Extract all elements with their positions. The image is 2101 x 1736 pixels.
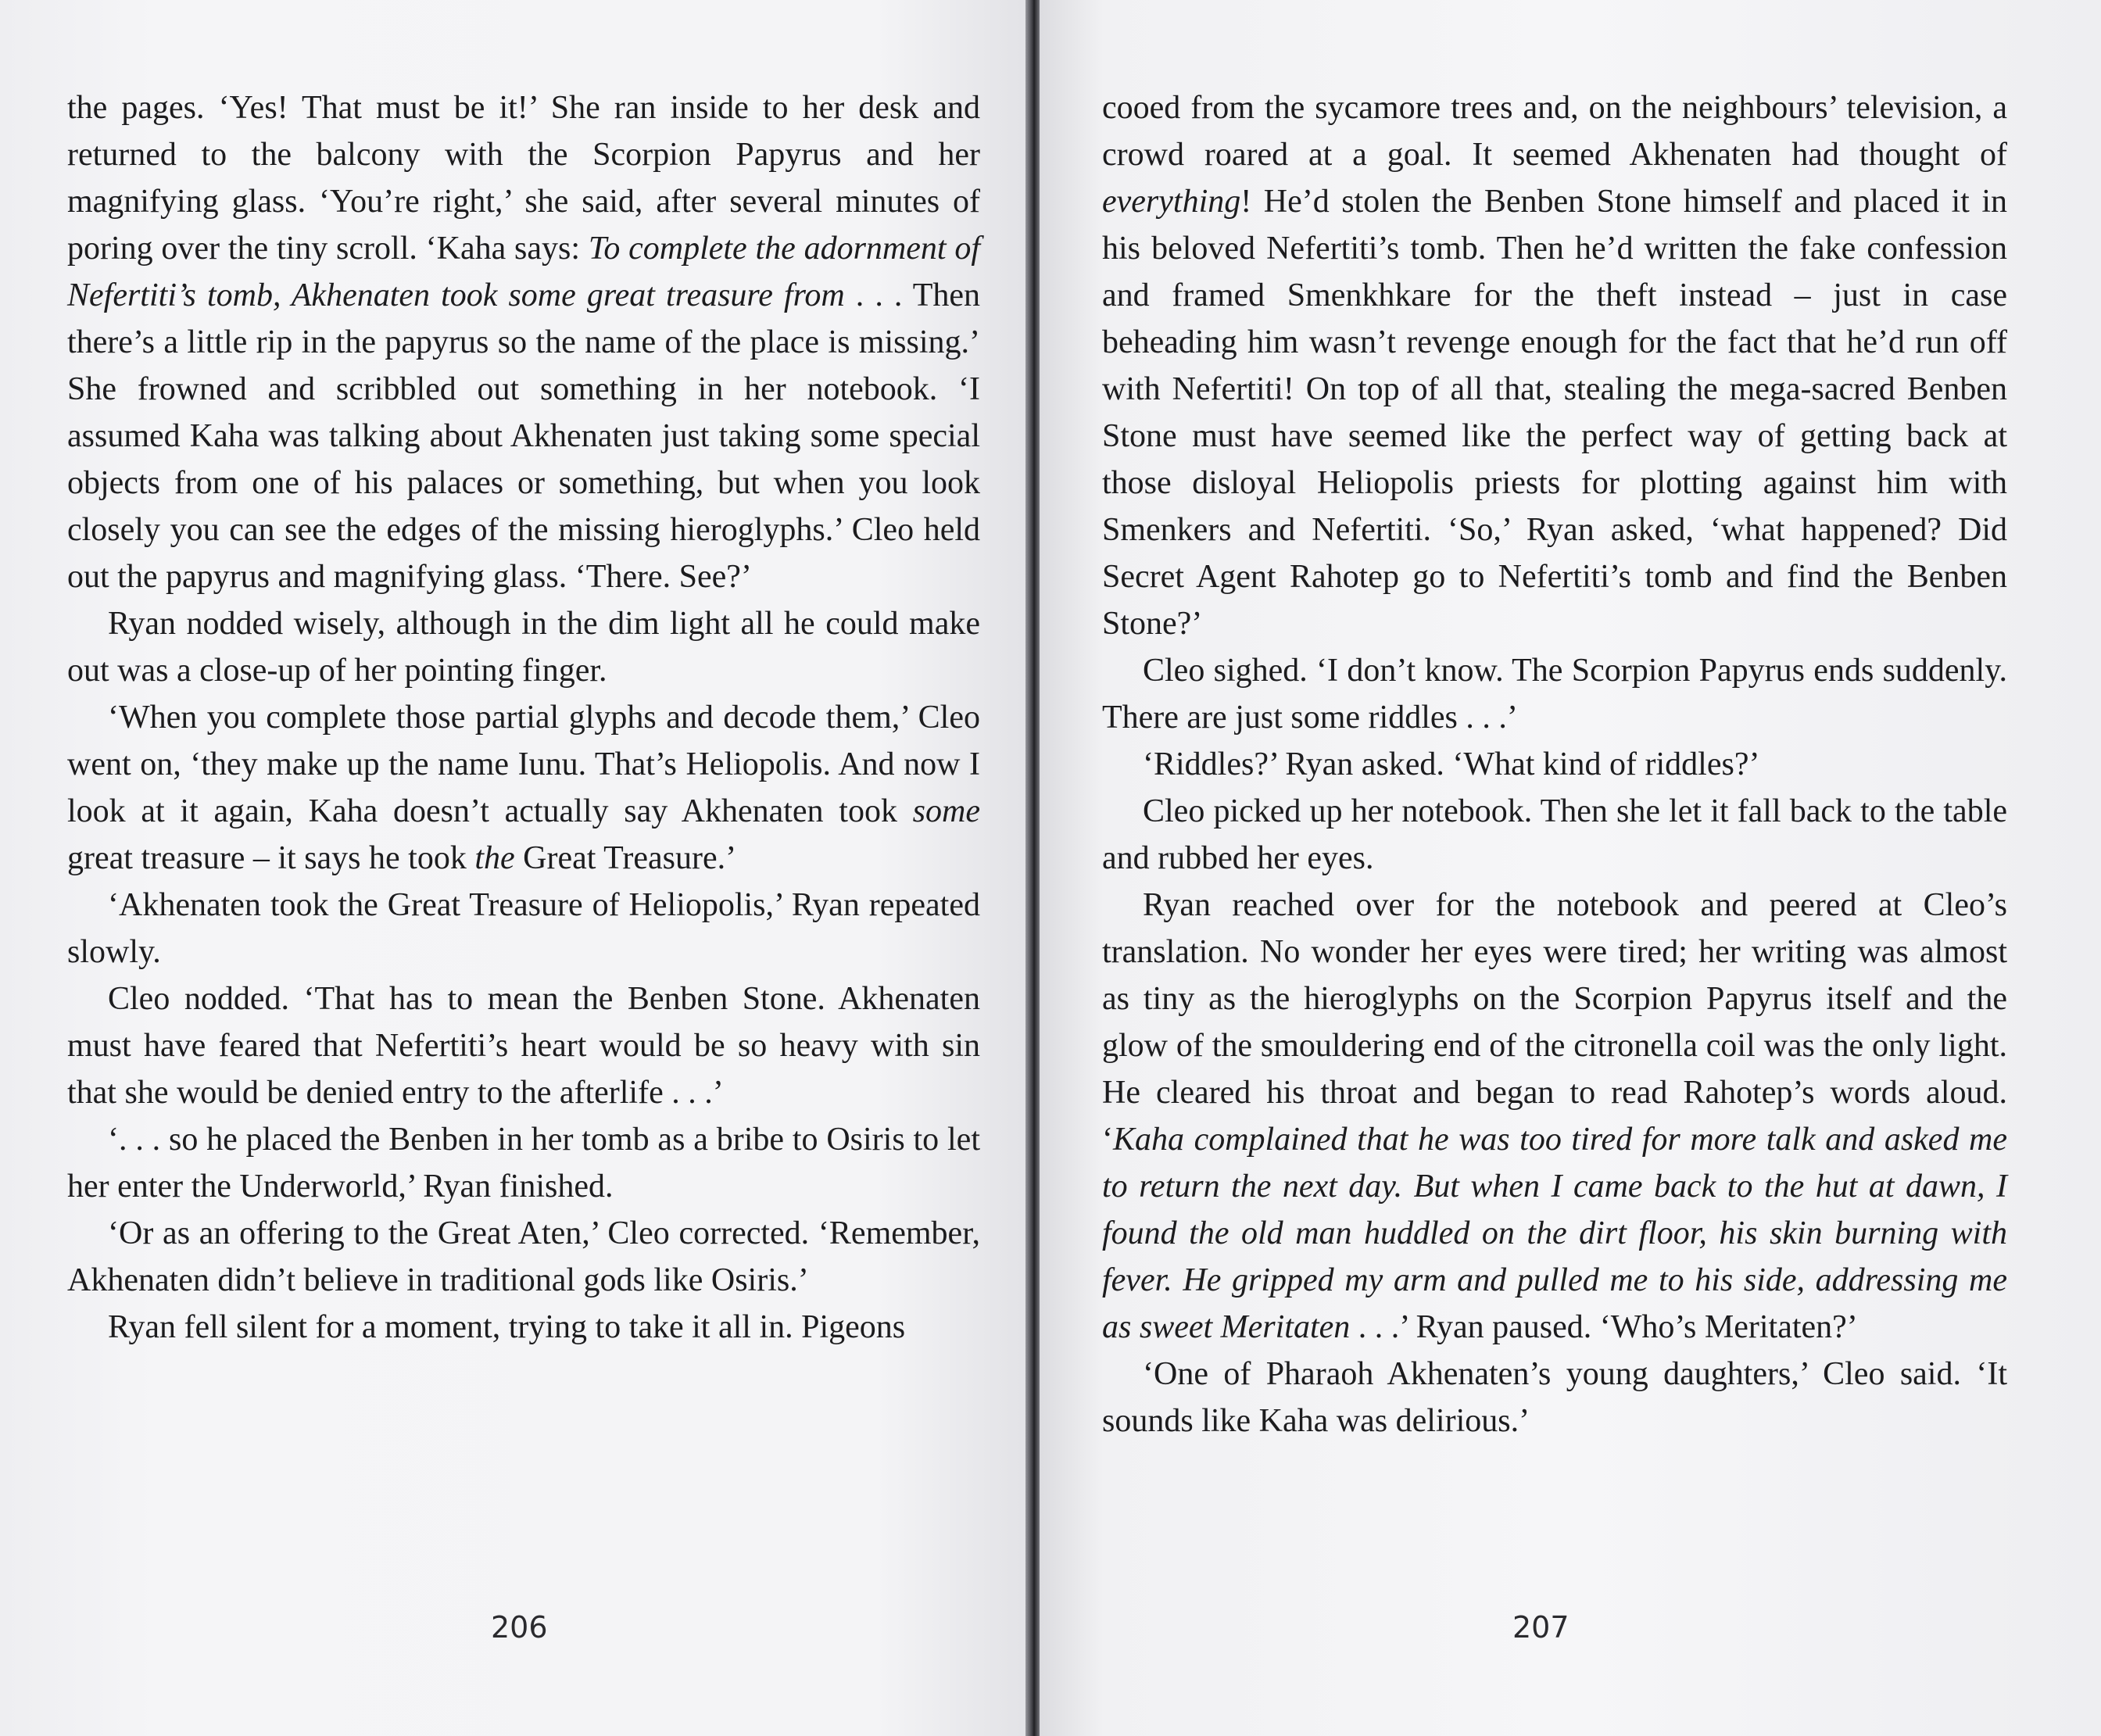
- text-run: ‘Or as an offering to the Great Aten,’ Cleo corrected. ‘Remember, Akhenaten didn’t believe in traditional gods like Osiris.’: [67, 1215, 980, 1298]
- book-spine: [1025, 0, 1041, 1736]
- paragraph: [67, 975, 980, 1116]
- italic-text: everything: [1102, 184, 1241, 220]
- italic-text: the: [474, 840, 515, 876]
- text-run: ‘One of Pharaoh Akhenaten’s young daughters,’ Cleo said. ‘It sounds like Kaha was delirious.’: [1102, 1356, 2007, 1439]
- text-run: ‘Akhenaten took the Great Treasure of Heliopolis,’ Ryan repeated slowly.: [67, 887, 980, 970]
- paragraph: [67, 1116, 980, 1210]
- text-run: ‘Riddles?’ Ryan asked. ‘What kind of riddles?’: [1143, 746, 1760, 782]
- paragraph: [1102, 1351, 2007, 1444]
- italic-text: some: [912, 793, 980, 829]
- text-run: Cleo nodded. ‘That has to mean the Benben Stone. Akhenaten must have feared that Nefertiti’s heart would be so heavy with sin that she would be denied entry to the afterlife . . .’: [67, 981, 980, 1111]
- paragraph: [67, 1304, 980, 1351]
- italic-text: To complete the adornment of Nefertiti’s tomb, Akhenaten took some great treasure from: [67, 231, 980, 313]
- paragraph: [1102, 741, 2007, 788]
- paragraph: [1102, 84, 2007, 647]
- right-page: [1040, 0, 2101, 1736]
- left-page-text: [67, 84, 980, 1351]
- left-page-number: 206: [491, 1610, 548, 1645]
- paragraph: [67, 1210, 980, 1304]
- text-run: . . . Then there’s a little rip in the papyrus so the name of the place is missing.’ She frowned and scribbled out something in her notebook. ‘I assumed Kaha was talking about Akhenaten just taking some special objects from one of his palaces or something, but when you look closely you can see the edges of the missing hieroglyphs.’ Cleo held out the papyrus and magnifying glass. ‘There. See?’: [67, 277, 980, 595]
- text-run: Ryan reached over for the notebook and peered at Cleo’s translation. No wonder her eyes were tired; her writing was almost as tiny as the hieroglyphs on the Scorpion Papyrus itself and the glow of the smouldering end of the citronella coil was the only light. He cleared his throat and began to read Rahotep’s words aloud. ‘: [1102, 887, 2007, 1158]
- text-run: cooed from the sycamore trees and, on the neighbours’ television, a crowd roared at a goal. It seemed Akhenaten had thought of: [1102, 90, 2007, 173]
- left-page: [0, 0, 1030, 1736]
- paragraph: [1102, 788, 2007, 882]
- text-run: the pages. ‘Yes! That must be it!’ She ran inside to her desk and returned to the balcony with the Scorpion Papyrus and her magnifying glass. ‘You’re right,’ she said, after several minutes of poring over the tiny scroll. ‘Kaha says:: [67, 90, 980, 267]
- paragraph: [67, 882, 980, 975]
- paragraph: [67, 600, 980, 694]
- text-run: ! He’d stolen the Benben Stone himself and placed it in his beloved Nefertiti’s tomb. Then he’d written the fake confession and framed Smenkhkare for the theft instead – just in case beheading him wasn’t revenge enough for the fact that he’d run off with Nefertiti! On top of all that, stealing the mega-sacred Benben Stone must have seemed like the perfect way of getting back at those disloyal Heliopolis priests for plotting against him with Smenkers and Nefertiti. ‘So,’ Ryan asked, ‘what happened? Did Secret Agent Rahotep go to Nefertiti’s tomb and find the Benben Stone?’: [1102, 184, 2007, 642]
- paragraph: [1102, 882, 2007, 1351]
- paragraph: [67, 84, 980, 600]
- text-run: ‘. . . so he placed the Benben in her tomb as a bribe to Osiris to let her enter the Underworld,’ Ryan finished.: [67, 1122, 980, 1204]
- text-run: ‘When you complete those partial glyphs and decode them,’ Cleo went on, ‘they make up the name Iunu. That’s Heliopolis. And now I look at it again, Kaha doesn’t actually say Akhenaten took: [67, 700, 980, 829]
- text-run: Ryan nodded wisely, although in the dim light all he could make out was a close-up of her pointing finger.: [67, 606, 980, 689]
- italic-text: Kaha complained that he was too tired for more talk and asked me to return the next day. But when I came back to the hut at dawn, I found the old man huddled on the dirt floor, his skin burning with fever. He gripped my arm and pulled me to his side, addressing me as sweet Meritaten: [1102, 1122, 2007, 1345]
- text-run: Cleo picked up her notebook. Then she let it fall back to the table and rubbed her eyes.: [1102, 793, 2007, 876]
- text-run: . . .’ Ryan paused. ‘Who’s Meritaten?’: [1350, 1309, 1858, 1345]
- right-page-number: 207: [1512, 1610, 1569, 1645]
- text-run: Ryan fell silent for a moment, trying to take it all in. Pigeons: [108, 1309, 906, 1345]
- text-run: Cleo sighed. ‘I don’t know. The Scorpion Papyrus ends suddenly. There are just some riddles . . .’: [1102, 653, 2007, 736]
- text-run: great treasure – it says he took: [67, 840, 475, 876]
- text-run: Great Treasure.’: [514, 840, 737, 876]
- paragraph: [1102, 647, 2007, 741]
- paragraph: [67, 694, 980, 882]
- right-page-text: [1102, 84, 2007, 1444]
